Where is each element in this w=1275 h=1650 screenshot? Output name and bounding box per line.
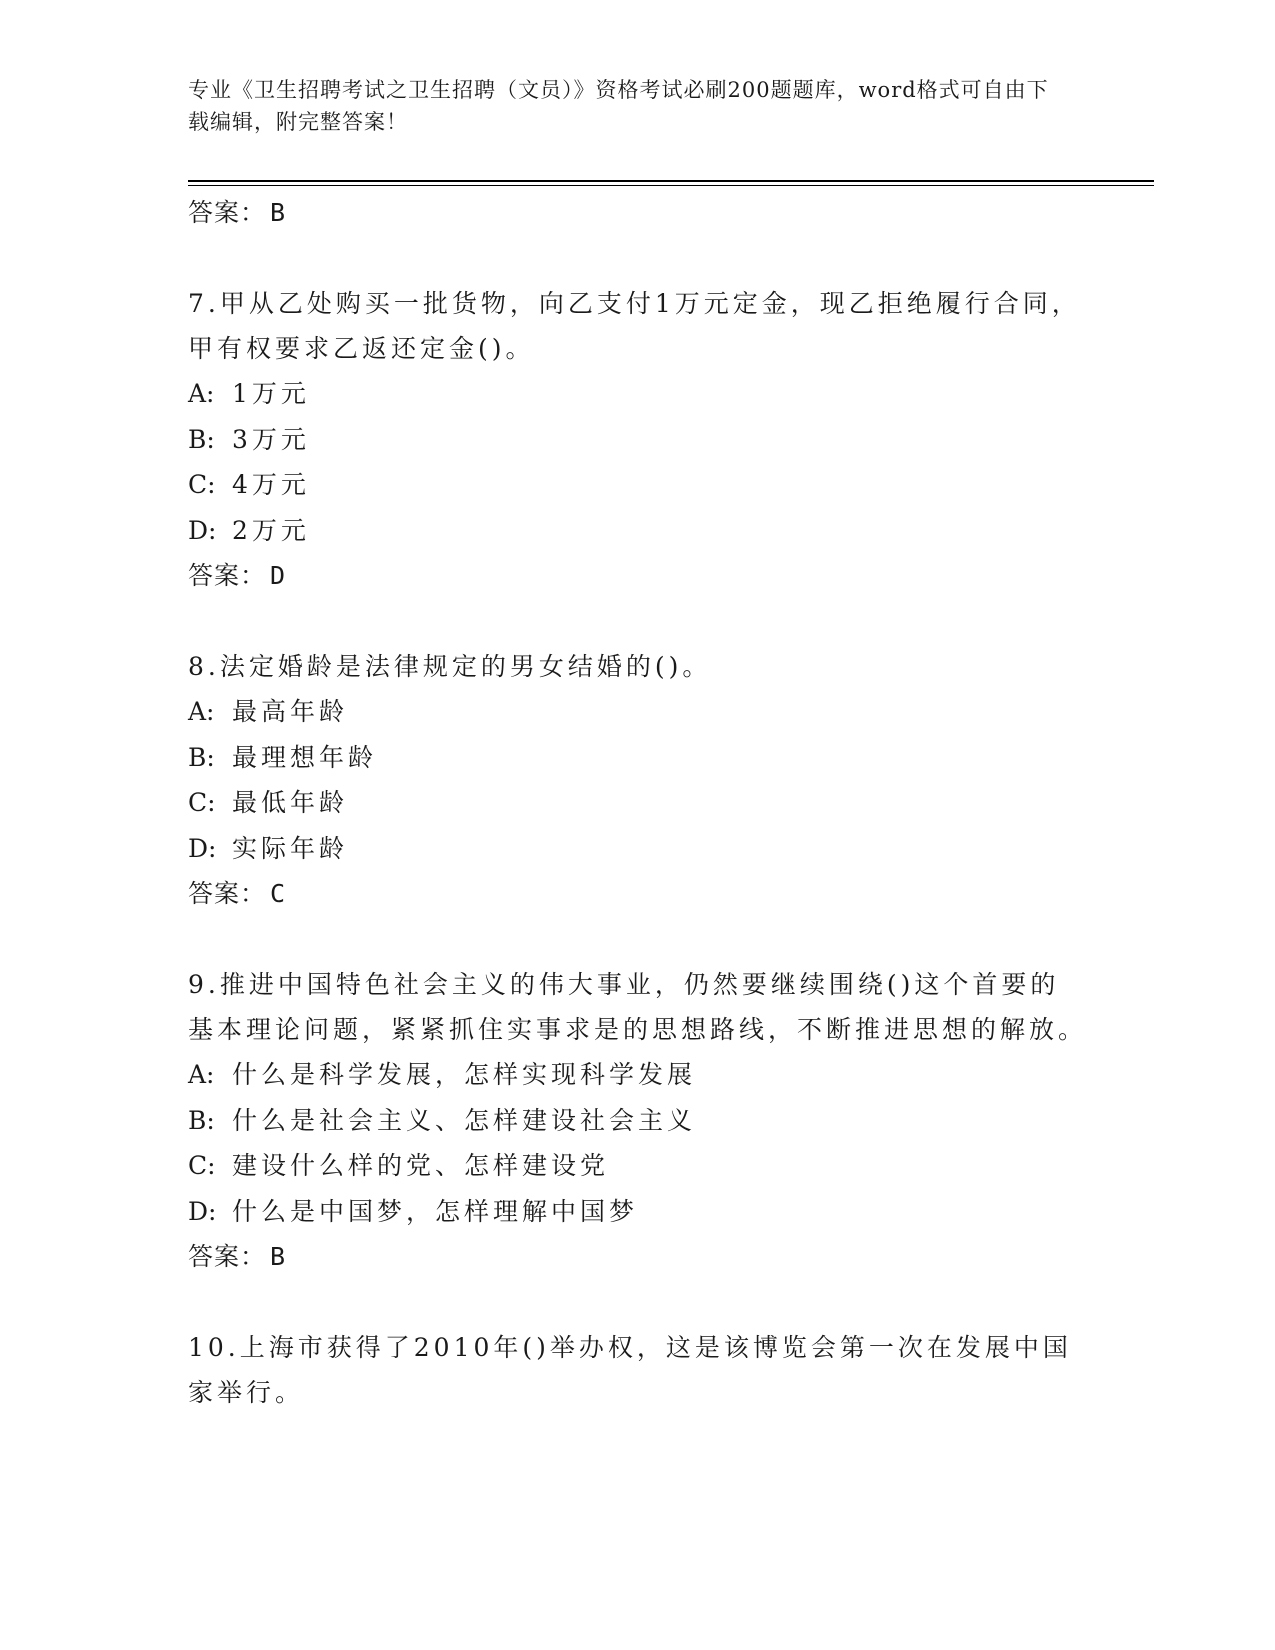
option-d [188,508,1088,554]
option-b [188,735,1088,781]
question-stem: 9.推进中国特色社会主义的伟大事业，仍然要继续围绕()这个首要的基本理论问题，紧紧抓住实事求是的思想路线，不断推进思想的解放。 [188,970,1088,1044]
option-key: D: [188,1196,217,1226]
option-c [188,1143,1088,1189]
question-list [188,190,1088,1415]
option-key: B: [188,424,215,454]
option-text: 什么是中国梦，怎样理解中国梦 [232,1196,639,1226]
option-text: 最高年龄 [232,697,349,726]
question-block [188,281,1088,598]
option-text: 1万元 [232,379,310,408]
option-a [188,689,1088,735]
option-key: A: [188,379,215,408]
answer-label: 答案： [188,879,267,908]
option-key: C: [188,470,216,499]
answer-label: 答案： [188,198,267,227]
question-stem: 10.上海市获得了2010年()举办权，这是该博览会第一次在发展中国家举行。 [188,1333,1072,1407]
answer-line [188,871,1088,916]
option-key: A: [188,697,215,726]
option-key: B: [188,742,215,772]
option-a [188,371,1088,417]
answer-line [188,1234,1088,1279]
option-d [188,1189,1088,1235]
question-block [188,1325,1088,1415]
header-text: 专业《卫生招聘考试之卫生招聘（文员）》资格考试必刷200题题库，word格式可自由下载编辑，附完整答案！ [188,78,1049,134]
option-text: 实际年龄 [232,833,349,863]
option-key: B: [188,1105,215,1135]
header-rule-thin [188,185,1154,186]
option-text: 建设什么样的党、怎样建设党 [232,1151,610,1180]
previous-answer [188,190,1088,235]
question-stem: 8.法定婚龄是法律规定的男女结婚的()。 [188,652,712,681]
answer-value: C [270,879,287,908]
option-text: 最理想年龄 [232,742,378,772]
question-block [188,962,1088,1279]
header-rule-thick [188,180,1154,182]
questions-container [188,281,1088,1415]
option-text: 4万元 [232,470,310,499]
option-c [188,780,1088,826]
answer-label: 答案： [188,1242,267,1271]
option-key: D: [188,833,217,863]
option-b [188,417,1088,463]
answer-value: B [270,1242,287,1271]
option-d [188,826,1088,872]
answer-value: D [270,561,287,590]
option-text: 最低年龄 [232,788,349,817]
option-text: 什么是科学发展，怎样实现科学发展 [232,1060,697,1089]
option-key: C: [188,788,216,817]
answer-line [188,553,1088,598]
option-text: 2万元 [232,515,310,545]
option-a [188,1052,1088,1098]
option-text: 3万元 [232,424,310,454]
option-c [188,462,1088,508]
option-key: A: [188,1060,215,1089]
option-key: D: [188,515,217,545]
answer-value: B [270,198,287,227]
question-block [188,644,1088,916]
question-stem: 7.甲从乙处购买一批货物，向乙支付1万元定金，现乙拒绝履行合同，甲有权要求乙返还定金()。 [188,289,1081,363]
document-header [188,74,1068,138]
answer-label: 答案： [188,561,267,590]
option-key: C: [188,1151,216,1180]
option-text: 什么是社会主义、怎样建设社会主义 [232,1105,697,1135]
option-b [188,1098,1088,1144]
